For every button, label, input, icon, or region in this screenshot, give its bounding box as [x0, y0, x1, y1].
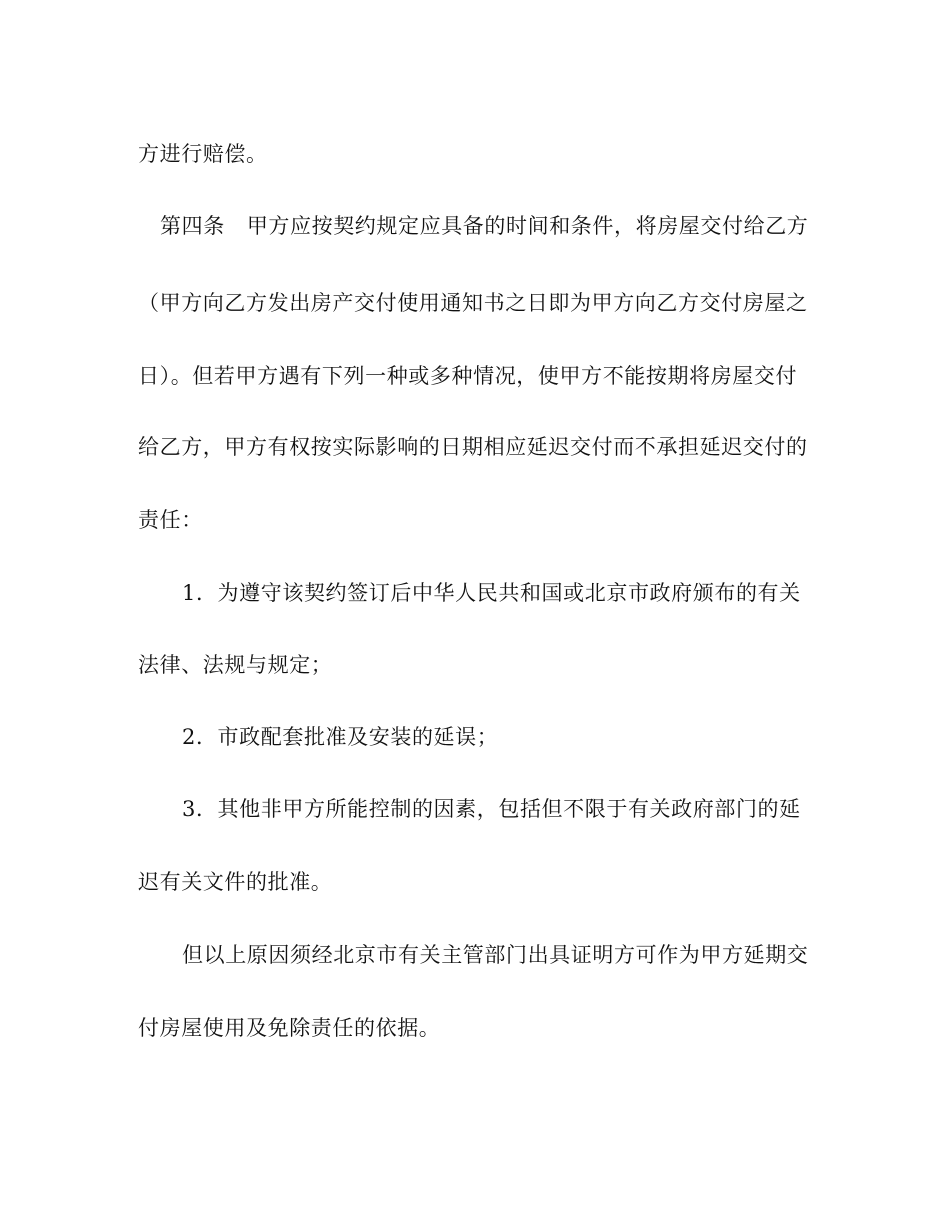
text-line-3: （甲方向乙方发出房产交付使用通知书之日即为甲方向乙方交付房屋之	[138, 291, 808, 315]
article-number: 第四条	[160, 214, 225, 238]
text-line-2	[160, 213, 835, 239]
text-line-1: 方进行赔偿。	[138, 142, 268, 166]
list-item-3: 3．其他非甲方所能控制的因素，包括但不限于有关政府部门的延	[182, 797, 801, 821]
list-item-2: 2．市政配套批准及安装的延误；	[182, 725, 499, 749]
article-text: 甲方应按契约规定应具备的时间和条件，将房屋交付给乙方	[246, 214, 809, 238]
text-line-5: 给乙方，甲方有权按实际影响的日期相应延迟交付而不承担延迟交付的	[138, 435, 808, 459]
text-line-4: 日）。但若甲方遇有下列一种或多种情况，使甲方不能按期将房屋交付	[138, 364, 798, 388]
list-item-3-cont: 迟有关文件的批准。	[138, 870, 333, 894]
text-line-6: 责任：	[138, 508, 203, 532]
list-item-1: 1．为遵守该契约签订后中华人民共和国或北京市政府颁布的有关	[182, 581, 801, 605]
closing-paragraph: 但以上原因须经北京市有关主管部门出具证明方可作为甲方延期交	[182, 943, 809, 967]
closing-paragraph-cont: 付房屋使用及免除责任的依据。	[138, 1016, 441, 1040]
list-item-1-cont: 法律、法规与规定；	[138, 653, 333, 677]
